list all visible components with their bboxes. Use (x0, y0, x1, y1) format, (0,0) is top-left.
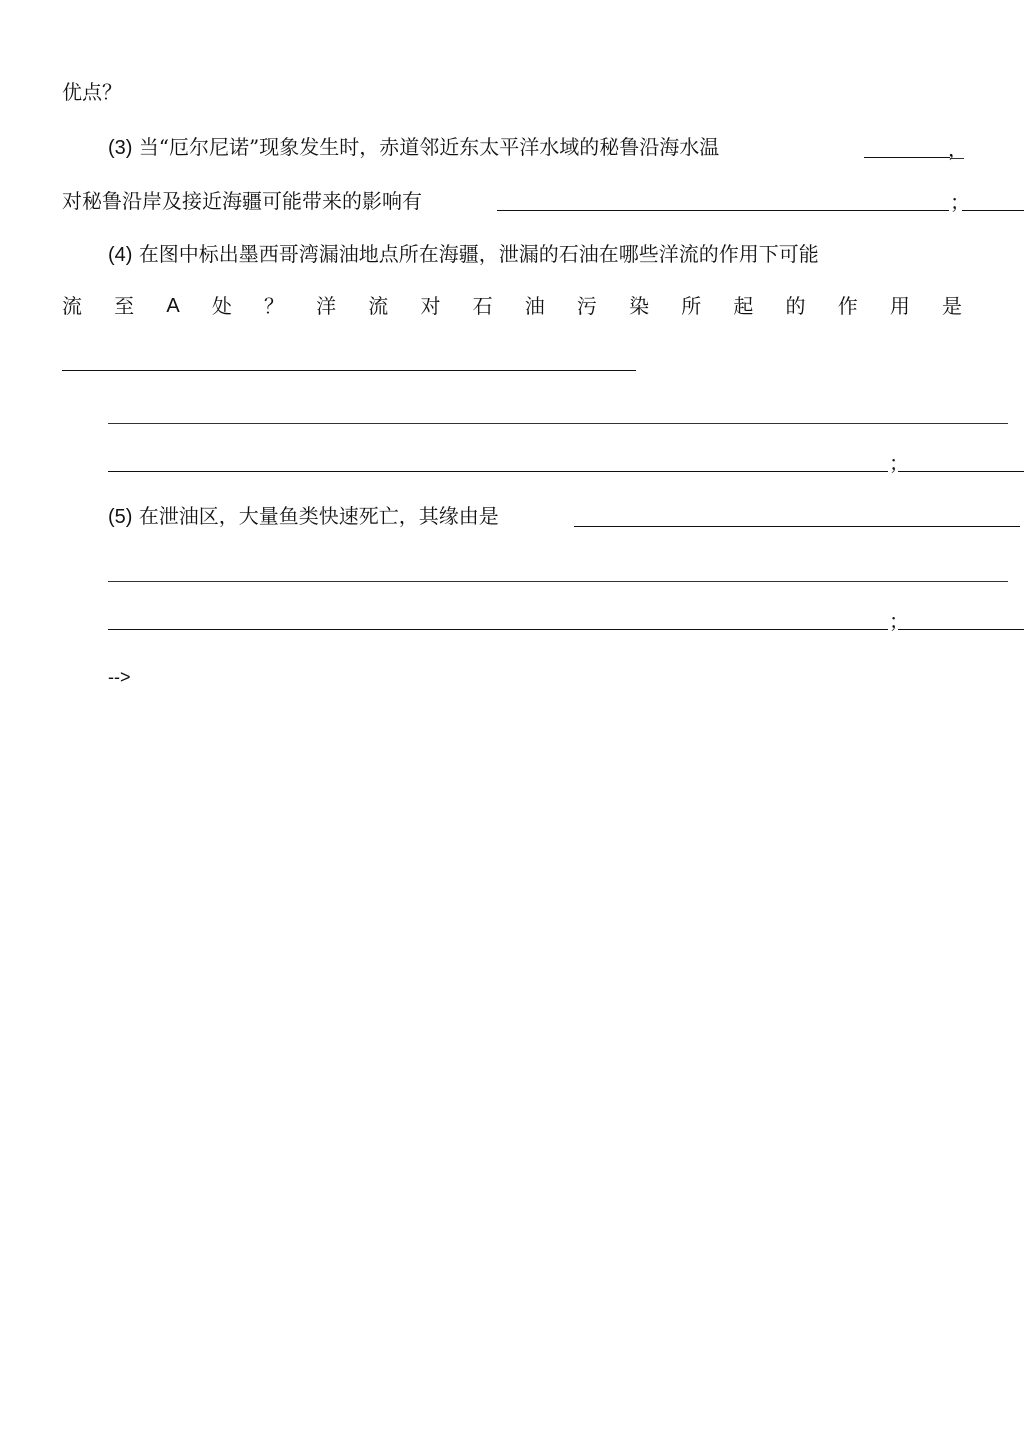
q4-char: 对 (420, 294, 441, 318)
answer-blank-q4-line-4[interactable] (898, 471, 1024, 472)
answer-blank-q3-impact-2[interactable] (962, 210, 1024, 211)
q4-char: 污 (576, 294, 597, 318)
answer-blank-q5-line-4[interactable] (898, 629, 1024, 630)
question-3-line-1 (108, 134, 719, 161)
q4-char: 洋 (316, 294, 337, 318)
q4-char: 油 (524, 294, 545, 318)
answer-blank-q5-line-2[interactable] (108, 581, 1008, 582)
q3-blank-2-punct: ； (950, 190, 970, 214)
question-4-line-1 (108, 241, 819, 268)
q4-char: 起 (733, 294, 754, 318)
answer-blank-q5-line-3[interactable] (108, 629, 888, 630)
q3-blank-1-punct: ， (948, 137, 968, 161)
question-5-number: (5) (108, 506, 133, 528)
previous-question-tail: 优点？ (62, 80, 122, 104)
q4-char: 流 (368, 294, 389, 318)
question-5-line-1 (108, 503, 499, 530)
question-4-text: 在图中标出墨西哥湾漏油地点所在海疆，泄漏的石油在哪些洋流的作用下可能 (138, 242, 819, 266)
q3-punct-underline (950, 158, 964, 159)
q4-char: 石 (472, 294, 493, 318)
answer-blank-q3-impact-1[interactable] (497, 210, 949, 211)
q5-answer-punct: ； (889, 609, 909, 633)
q4-char-point-a: A (166, 295, 180, 317)
question-4-line-2 (62, 293, 962, 319)
answer-blank-q5-line-1[interactable] (574, 526, 1020, 527)
answer-blank-q4-line-3[interactable] (108, 471, 888, 472)
comment-artifact: --> (108, 667, 131, 687)
q4-char: 处 (211, 294, 232, 318)
q4-char: 用 (889, 294, 910, 318)
question-3-text: 当“厄尔尼诺”现象发生时，赤道邻近东太平洋水域的秘鲁沿海水温 (138, 135, 720, 159)
q4-char: 至 (114, 294, 135, 318)
question-4-number: (4) (108, 244, 133, 266)
q4-char: 染 (629, 294, 650, 318)
q4-char: 是 (942, 294, 962, 318)
answer-blank-q3-water-temp[interactable] (864, 157, 950, 158)
q4-char: 所 (681, 294, 702, 318)
question-5-text: 在泄油区，大量鱼类快速死亡，其缘由是 (138, 504, 499, 528)
q4-char: 的 (785, 294, 806, 318)
q4-char: 作 (837, 294, 858, 318)
question-3-line-2: 对秘鲁沿岸及接近海疆可能带来的影响有 (62, 189, 422, 213)
answer-blank-q4-line-1[interactable] (62, 370, 636, 371)
question-3-number: (3) (108, 137, 133, 159)
q4-char: 流 (62, 294, 82, 318)
q4-char: ？ (263, 294, 284, 318)
q4-answer-punct: ； (889, 451, 909, 475)
answer-blank-q4-line-2[interactable] (108, 423, 1008, 424)
